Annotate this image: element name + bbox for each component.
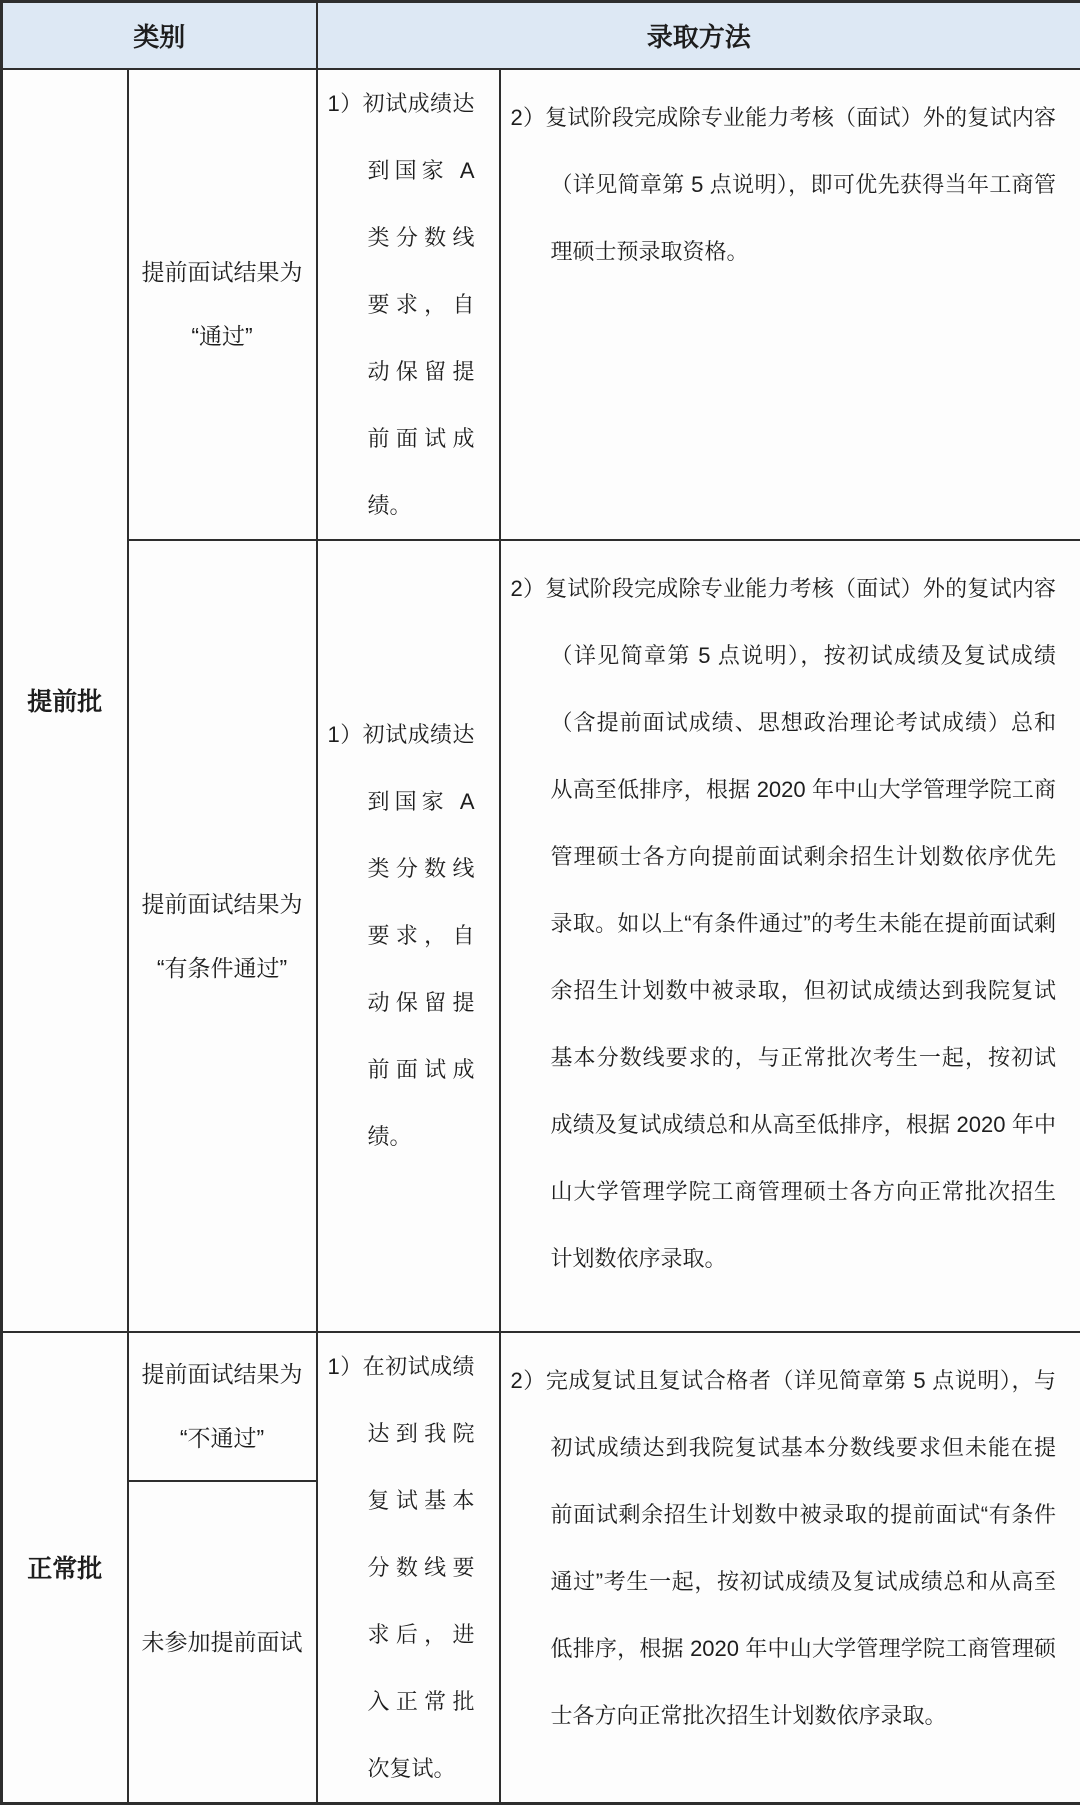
condition-conditional-pass-line1: 提前面试结果为	[129, 872, 316, 936]
header-method: 录取方法	[317, 2, 1080, 69]
condition-pass-line2: “通过”	[129, 304, 316, 368]
condition-no-interview: 未参加提前面试	[128, 1481, 317, 1803]
batch-label-normal: 正常批	[2, 1332, 128, 1804]
row-normal-fail	[2, 1332, 1080, 1482]
condition-fail-line1: 提前面试结果为	[129, 1342, 316, 1406]
normal-step1-text: 1）在初试成绩达到我院复试基本分数线要求后，进入正常批次复试。	[328, 1333, 475, 1802]
pass-step2-text: 2）复试阶段完成除专业能力考核（面试）外的复试内容（详见简章第 5 点说明），即可优先获得当年工商管理硕士预录取资格。	[511, 84, 1057, 285]
cell-pass-step1	[317, 69, 500, 540]
condition-pass	[128, 69, 317, 540]
pass-step1-text: 1）初试成绩达到国家 A 类分数线要求，自动保留提前面试成绩。	[328, 70, 475, 539]
row-early-conditional-pass	[2, 540, 1080, 1332]
conditional-pass-step2-text: 2）复试阶段完成除专业能力考核（面试）外的复试内容（详见简章第 5 点说明），按初试成绩及复试成绩（含提前面试成绩、思想政治理论考试成绩）总和从高至低排序，根据 2020 年中山大学管理学院工商管理硕士各方向提前面试剩余招生计划数依序优先录取。如以上“有条件通过”的考生未能在提前面试剩余招生计划数中被录取，但初试成绩达到我院复试基本分数线要求的，与正常批次考生一起，按初试成绩及复试成绩总和从高至低排序，根据 2020 年中山大学管理学院工商管理硕士各方向正常批次招生计划数依序录取。	[511, 555, 1057, 1292]
normal-step2-text: 2）完成复试且复试合格者（详见简章第 5 点说明），与初试成绩达到我院复试基本分数线要求但未能在提前面试剩余招生计划数中被录取的提前面试“有条件通过”考生一起，按初试成绩及复试成绩总和从高至低排序，根据 2020 年中山大学管理学院工商管理硕士各方向正常批次招生计划数依序录取。	[511, 1347, 1057, 1749]
condition-fail-line2: “不通过”	[129, 1406, 316, 1470]
cell-normal-step2	[500, 1332, 1080, 1804]
table-header-row	[2, 2, 1080, 69]
condition-conditional-pass	[128, 540, 317, 1332]
condition-pass-line1: 提前面试结果为	[129, 240, 316, 304]
cell-pass-step2	[500, 69, 1080, 540]
condition-fail	[128, 1332, 317, 1482]
conditional-pass-step1-text: 1）初试成绩达到国家 A 类分数线要求，自动保留提前面试成绩。	[328, 701, 475, 1170]
condition-conditional-pass-line2: “有条件通过”	[129, 936, 316, 1000]
row-early-pass	[2, 69, 1080, 540]
cell-conditional-pass-step2	[500, 540, 1080, 1332]
batch-label-early: 提前批	[2, 69, 128, 1332]
cell-conditional-pass-step1	[317, 540, 500, 1332]
cell-normal-step1	[317, 1332, 500, 1804]
header-category: 类别	[2, 2, 317, 69]
